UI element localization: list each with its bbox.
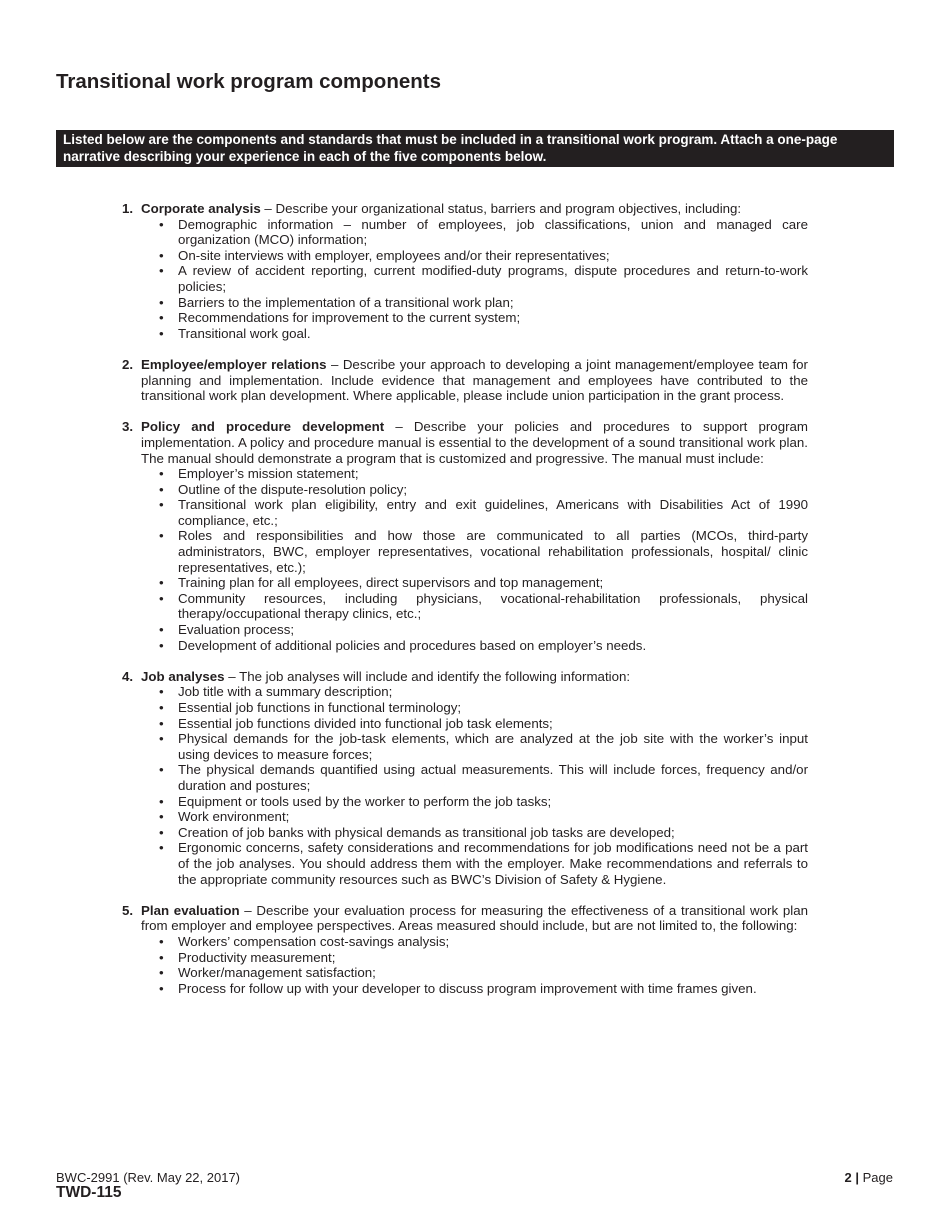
bullet-text: Transitional work goal. bbox=[178, 325, 311, 341]
intro-banner: Listed below are the components and standards that must be included in a transitional work program. Attach a one-page narrative describing your experience in each of the five components below. bbox=[56, 130, 894, 167]
bullet-text: Creation of job banks with physical demands as transitional job tasks are developed; bbox=[178, 824, 675, 840]
bullet-text: Job title with a summary description; bbox=[178, 684, 393, 700]
bullet-text: Equipment or tools used by the worker to perform the job tasks; bbox=[178, 793, 552, 809]
component-description: – The job analyses will include and identify the following information: bbox=[224, 668, 631, 684]
bullet-dot-icon: • bbox=[159, 590, 164, 606]
component-paragraph bbox=[141, 903, 808, 934]
bullet-text: Transitional work plan eligibility, entry and exit guidelines, Americans with Disabilities Act of 1990 compliance, etc.; bbox=[178, 497, 808, 528]
component-paragraph bbox=[141, 669, 808, 685]
bullet-text: Outline of the dispute-resolution policy; bbox=[178, 481, 408, 497]
component-paragraph bbox=[141, 201, 808, 217]
bullet-dot-icon: • bbox=[159, 933, 164, 949]
component-title: Employee/employer relations bbox=[141, 356, 327, 372]
bullet-dot-icon: • bbox=[159, 700, 164, 715]
bullet-item bbox=[159, 263, 808, 294]
component-item bbox=[122, 201, 808, 341]
bullet-text: Community resources, including physicians, vocational-rehabilitation professionals, physical therapy/occupational therapy clinics, etc.; bbox=[178, 590, 808, 622]
bullet-text: The physical demands quantified using actual measurements. This will include forces, frequency and/or duration and postures; bbox=[178, 762, 808, 793]
bullet-dot-icon: • bbox=[159, 715, 164, 731]
bullet-text: Work environment; bbox=[178, 809, 290, 825]
bullet-text: Roles and responsibilities and how those are communicated to all parties (MCOs, third-party administrators, BWC, employer representatives, vocational rehabilitation professionals, hospital/ clinic representatives, etc.); bbox=[178, 528, 808, 575]
component-paragraph bbox=[141, 419, 808, 466]
component-number: 4. bbox=[122, 668, 134, 684]
component-description: – Describe your approach to developing a joint management/employee team for planning and implementation. Include evidence that management and employees have contributed to the transitional work plan development. Where applicable, please include union participation in the grant process. bbox=[141, 356, 808, 404]
page-title: Transitional work program components bbox=[56, 70, 442, 93]
component-title: Policy and procedure development bbox=[141, 419, 385, 435]
bullet-dot-icon: • bbox=[159, 824, 164, 840]
bullet-item bbox=[159, 762, 808, 793]
bullet-text: Ergonomic concerns, safety considerations and recommendations for job modifications need not be a part of the job analyses. You should address them with the employer. Make recommendations and referrals to the appropriate community resources such as BWC’s Division of Safety & Hygiene. bbox=[178, 840, 808, 887]
bullet-text: Development of additional policies and procedures based on employer’s needs. bbox=[178, 637, 647, 653]
bullet-dot-icon: • bbox=[159, 575, 164, 591]
bullet-dot-icon: • bbox=[159, 684, 164, 700]
bullet-text: Physical demands for the job-task elements, which are analyzed at the job site with the worker’s input using devices to measure forces; bbox=[178, 731, 808, 762]
component-description: – Describe your evaluation process for measuring the effectiveness of a transitional work plan from employer and employee perspectives. Areas measured should include, but are not limited to, the following: bbox=[141, 902, 808, 934]
bullet-dot-icon: • bbox=[159, 793, 164, 809]
footer-form-code: TWD-115 bbox=[56, 1184, 122, 1201]
component-title: Job analyses bbox=[141, 668, 225, 684]
bullet-list bbox=[141, 217, 808, 342]
components-list bbox=[122, 201, 808, 1012]
bullet-dot-icon: • bbox=[159, 949, 164, 965]
bullet-dot-icon: • bbox=[159, 762, 164, 778]
bullet-item bbox=[159, 824, 808, 841]
bullet-dot-icon: • bbox=[159, 481, 164, 497]
bullet-item bbox=[159, 840, 808, 887]
bullet-item bbox=[159, 715, 808, 732]
bullet-text: On-site interviews with employer, employees and/or their representatives; bbox=[178, 247, 610, 263]
bullet-item bbox=[159, 700, 808, 716]
bullet-dot-icon: • bbox=[159, 637, 164, 653]
component-number: 2. bbox=[122, 356, 134, 372]
bullet-list bbox=[141, 684, 808, 887]
bullet-text: Training plan for all employees, direct supervisors and top management; bbox=[178, 575, 604, 591]
bullet-item bbox=[159, 481, 808, 498]
component-description: – Describe your organizational status, barriers and program objectives, including: bbox=[260, 201, 742, 216]
bullet-text: Employer’s mission statement; bbox=[178, 466, 359, 482]
page-label: Page bbox=[862, 1170, 893, 1185]
footer-form-number: BWC-2991 (Rev. May 22, 2017) bbox=[56, 1170, 240, 1185]
bullet-item bbox=[159, 247, 808, 264]
bullet-dot-icon: • bbox=[159, 466, 164, 482]
bullet-dot-icon: • bbox=[159, 310, 164, 326]
component-item bbox=[122, 419, 808, 653]
page-separator: | bbox=[851, 1170, 863, 1185]
component-item bbox=[122, 669, 808, 887]
bullet-dot-icon: • bbox=[159, 809, 164, 825]
bullet-dot-icon: • bbox=[159, 497, 164, 513]
component-number: 1. bbox=[122, 201, 134, 216]
bullet-item bbox=[159, 216, 808, 248]
bullet-list bbox=[141, 466, 808, 653]
component-number: 5. bbox=[122, 902, 134, 918]
bullet-text: Recommendations for improvement to the current system; bbox=[178, 310, 521, 326]
bullet-item bbox=[159, 497, 808, 528]
bullet-dot-icon: • bbox=[159, 840, 164, 856]
bullet-item bbox=[159, 980, 808, 997]
bullet-text: A review of accident reporting, current modified-duty programs, dispute procedures and return-to-work policies; bbox=[178, 263, 808, 294]
bullet-item bbox=[159, 965, 808, 981]
bullet-text: Essential job functions in functional terminology; bbox=[178, 700, 462, 715]
bullet-dot-icon: • bbox=[159, 216, 164, 232]
bullet-dot-icon: • bbox=[159, 263, 164, 279]
bullet-item bbox=[159, 294, 808, 311]
bullet-item bbox=[159, 622, 808, 638]
bullet-text: Productivity measurement; bbox=[178, 949, 336, 965]
bullet-item bbox=[159, 325, 808, 342]
bullet-text: Workers’ compensation cost-savings analysis; bbox=[178, 933, 450, 949]
bullet-item bbox=[159, 933, 808, 950]
bullet-item bbox=[159, 684, 808, 700]
bullet-item bbox=[159, 731, 808, 762]
bullet-item bbox=[159, 793, 808, 810]
bullet-text: Demographic information – number of employees, job classifications, union and managed care organization (MCO) information; bbox=[178, 216, 808, 248]
bullet-text: Essential job functions divided into functional job task elements; bbox=[178, 715, 553, 731]
component-paragraph bbox=[141, 357, 808, 404]
bullet-text: Worker/management satisfaction; bbox=[178, 965, 376, 981]
footer-page-number bbox=[845, 1170, 893, 1185]
bullet-item bbox=[159, 528, 808, 575]
bullet-text: Process for follow up with your developer to discuss program improvement with time frames given. bbox=[178, 980, 757, 996]
bullet-dot-icon: • bbox=[159, 980, 164, 996]
component-title: Plan evaluation bbox=[141, 902, 240, 918]
component-number: 3. bbox=[122, 419, 134, 435]
bullet-item bbox=[159, 310, 808, 326]
bullet-dot-icon: • bbox=[159, 731, 164, 747]
component-title: Corporate analysis bbox=[141, 201, 261, 216]
bullet-text: Evaluation process; bbox=[178, 622, 295, 638]
bullet-dot-icon: • bbox=[159, 325, 164, 341]
bullet-dot-icon: • bbox=[159, 965, 164, 981]
bullet-dot-icon: • bbox=[159, 247, 164, 263]
bullet-dot-icon: • bbox=[159, 622, 164, 638]
bullet-item bbox=[159, 637, 808, 654]
component-item bbox=[122, 903, 808, 997]
bullet-dot-icon: • bbox=[159, 294, 164, 310]
bullet-item bbox=[159, 466, 808, 482]
bullet-item bbox=[159, 575, 808, 591]
component-description: – Describe your policies and procedures to support program implementation. A policy and procedure manual is essential to the development of a sound transitional work plan. The manual should demonstrate a program that is customized and progressive. The manual must include: bbox=[141, 419, 808, 466]
bullet-text: Barriers to the implementation of a transitional work plan; bbox=[178, 294, 514, 310]
component-item bbox=[122, 357, 808, 404]
bullet-list bbox=[141, 934, 808, 996]
bullet-item bbox=[159, 949, 808, 966]
page-number: 2 bbox=[844, 1170, 852, 1185]
bullet-item bbox=[159, 590, 808, 622]
bullet-item bbox=[159, 809, 808, 825]
bullet-dot-icon: • bbox=[159, 528, 164, 544]
